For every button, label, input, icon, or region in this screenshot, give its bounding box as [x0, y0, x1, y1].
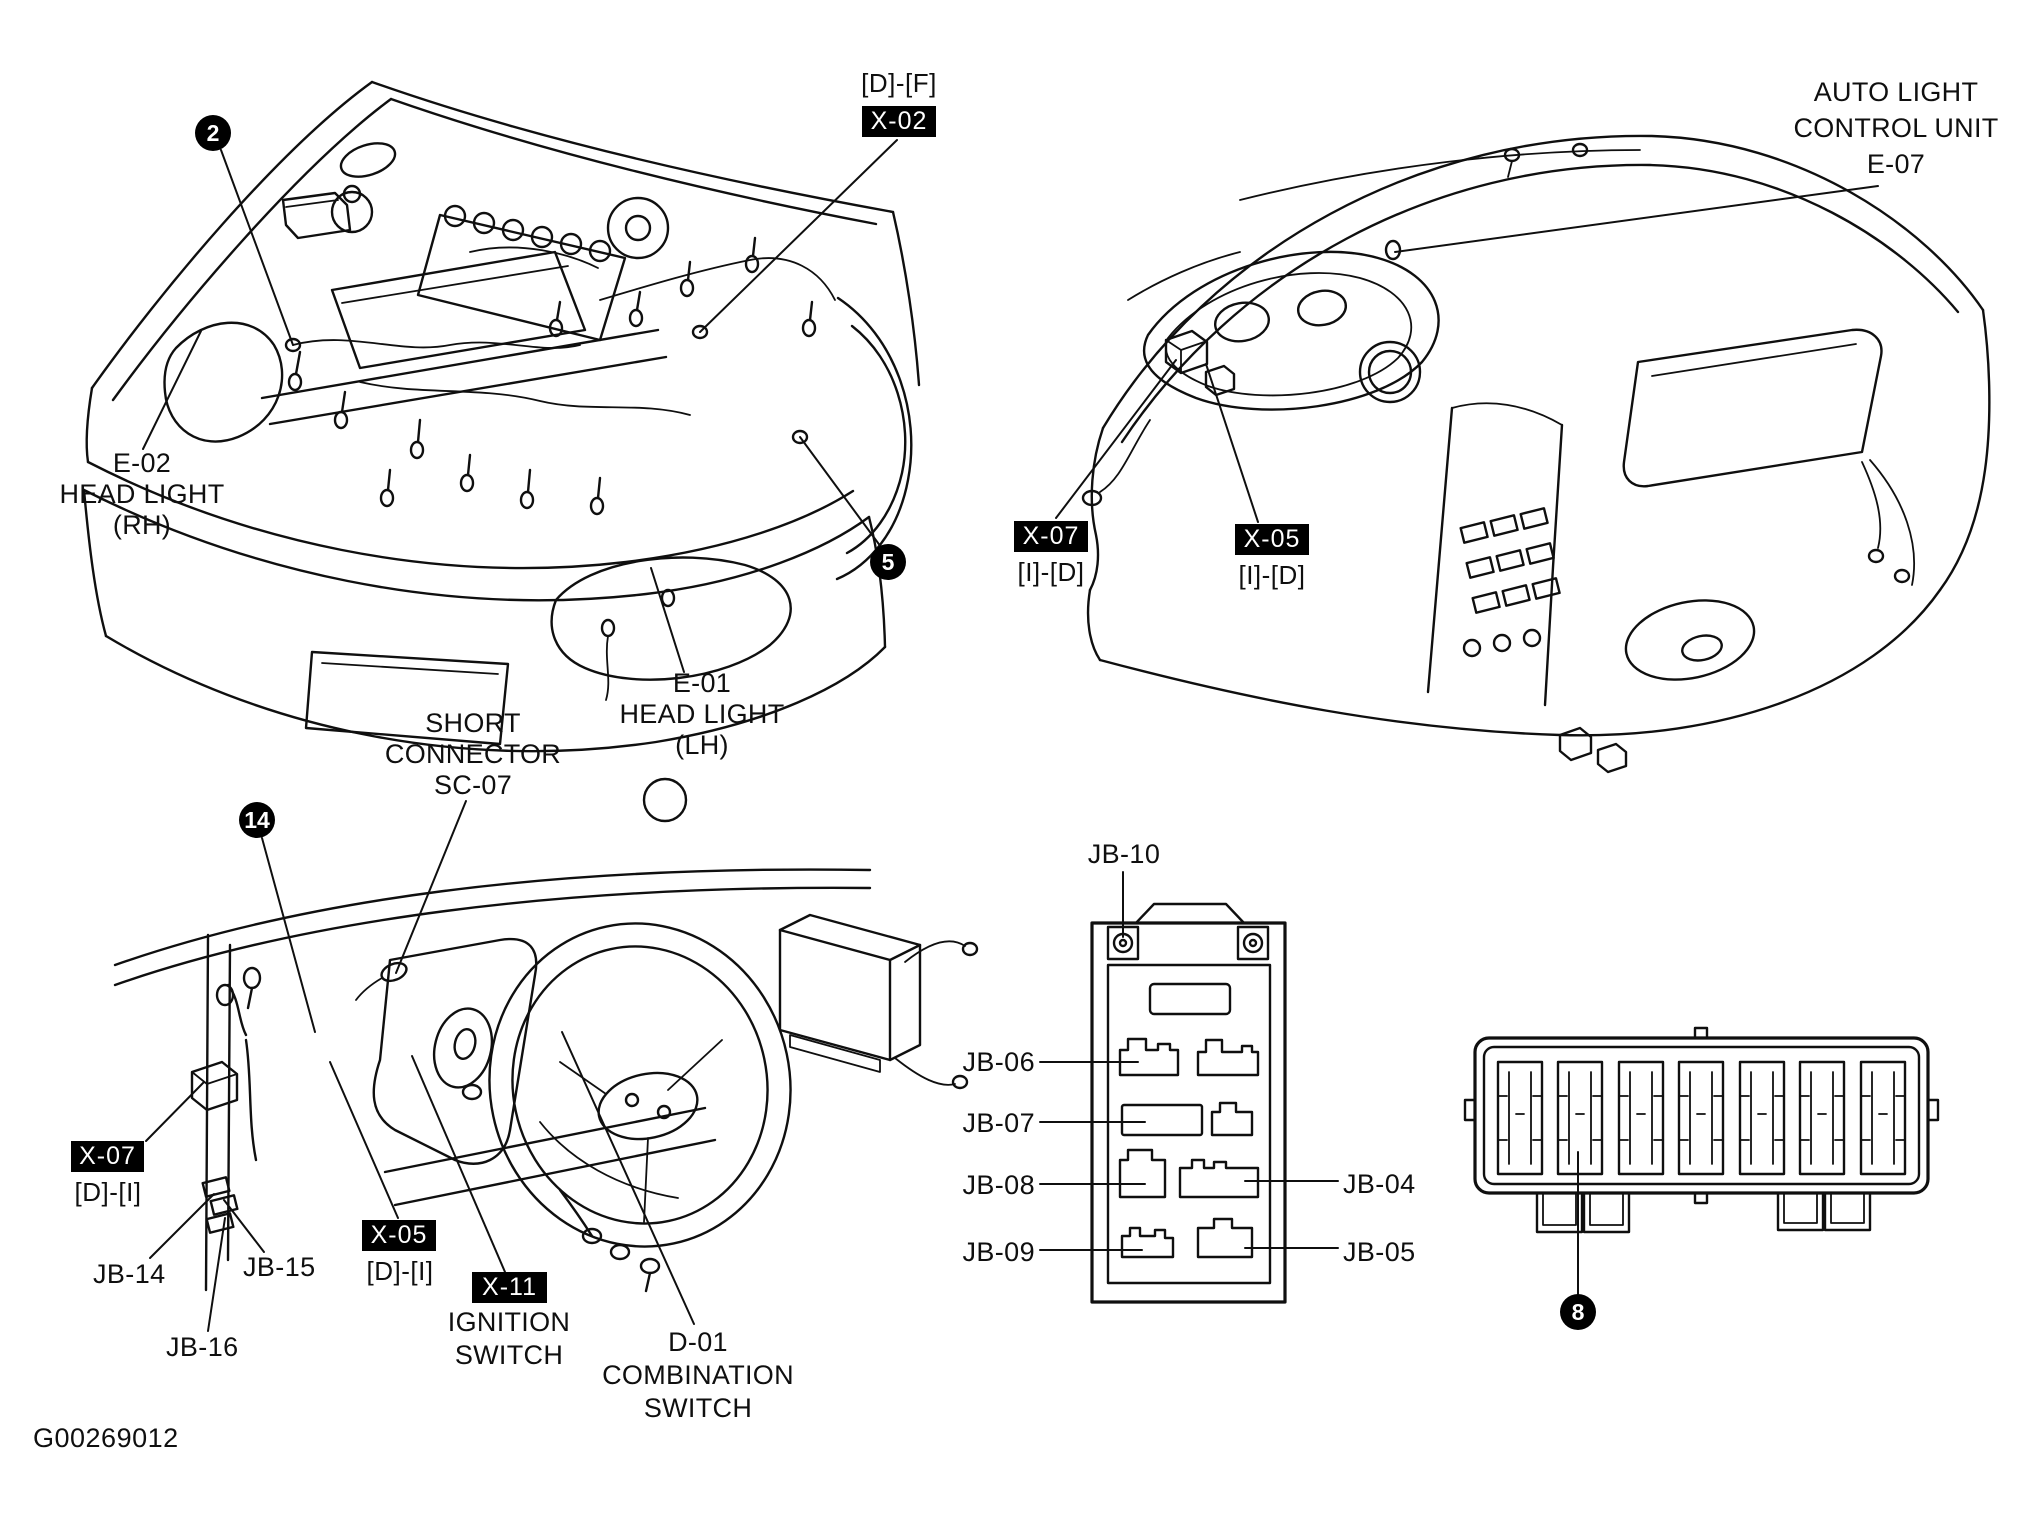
leader-callout-2	[221, 150, 293, 345]
label-line: IGNITION	[447, 1307, 571, 1337]
e01-headlight-label	[610, 668, 794, 761]
label-line: HEAD LIGHT	[619, 699, 785, 729]
label-line: SWITCH	[454, 1340, 564, 1370]
junction-box-drawing	[1040, 872, 1338, 1302]
label-line: AUTO LIGHT	[1813, 77, 1979, 107]
label-line: SHORT	[425, 708, 521, 738]
x05-sub-dash: [I]-[D]	[1238, 560, 1306, 590]
leader-callout-5	[800, 437, 881, 547]
label-line: CONTROL UNIT	[1793, 113, 1999, 143]
leader-e07	[1395, 186, 1878, 252]
fuse-relay-cluster	[1461, 508, 1560, 656]
label-line: SC-07	[433, 770, 513, 800]
jb15-label: JB-15	[243, 1252, 316, 1282]
callout-number-14: 14	[239, 802, 275, 838]
label-line: HEAD LIGHT	[59, 479, 225, 509]
leader-x05-col	[330, 1062, 398, 1218]
label-line: E-01	[672, 668, 732, 698]
label-line: CONNECTOR	[384, 739, 562, 769]
callout-number-8: 8	[1560, 1294, 1596, 1330]
x02-badge: X-02	[862, 106, 936, 137]
figure-code: G00269012	[33, 1423, 179, 1453]
short-connector-label	[382, 708, 564, 801]
jb04-label: JB-04	[1343, 1169, 1416, 1199]
x07-sub-dash: [I]-[D]	[1017, 557, 1085, 587]
x07-sub-col: [D]-[I]	[74, 1177, 142, 1207]
leader-e01	[651, 568, 684, 672]
leader-x05-dash	[1206, 364, 1258, 522]
callout-number-5: 5	[870, 544, 906, 580]
leader-x07-col	[146, 1082, 204, 1141]
x02-prefix-label: [D]-[F]	[861, 68, 937, 98]
leader-jb14	[150, 1194, 214, 1258]
label-line: (LH)	[675, 730, 729, 760]
x07-badge-dash: X-07	[1014, 521, 1088, 552]
leader-x02	[700, 140, 897, 332]
auto-light-control-unit-label	[1780, 74, 2012, 182]
connector-block-drawing	[1465, 1028, 1938, 1294]
x07-badge-col: X-07	[71, 1141, 144, 1172]
ignition-switch-label	[428, 1306, 590, 1372]
d01-combination-switch-label	[585, 1326, 811, 1425]
label-line: E-02	[112, 448, 172, 478]
label-line: E-07	[1866, 149, 1926, 179]
x05-sub-col: [D]-[I]	[366, 1256, 434, 1286]
jb14-label: JB-14	[93, 1259, 166, 1289]
jb06-label: JB-06	[962, 1047, 1035, 1077]
jb10-label: JB-10	[1087, 839, 1161, 869]
leader-jb15	[224, 1200, 264, 1252]
jb09-label: JB-09	[962, 1237, 1035, 1267]
label-line: SWITCH	[643, 1393, 753, 1423]
x05-badge-col: X-05	[362, 1220, 436, 1251]
label-line: (RH)	[112, 510, 172, 540]
e02-headlight-label	[58, 448, 226, 541]
jb07-label: JB-07	[962, 1108, 1035, 1138]
leader-callout-14	[262, 838, 315, 1032]
label-line: COMBINATION	[602, 1360, 794, 1390]
x05-badge-dash: X-05	[1235, 524, 1309, 555]
leader-jb16	[208, 1218, 225, 1331]
x11-badge: X-11	[472, 1272, 547, 1303]
jb16-label: JB-16	[166, 1332, 239, 1362]
callout-number-2: 2	[195, 115, 231, 151]
label-line: D-01	[668, 1327, 728, 1357]
leader-x07-dash	[1056, 360, 1176, 518]
dashboard-drawing	[1056, 136, 1989, 772]
jb08-label: JB-08	[962, 1170, 1035, 1200]
jb05-label: JB-05	[1343, 1237, 1416, 1267]
